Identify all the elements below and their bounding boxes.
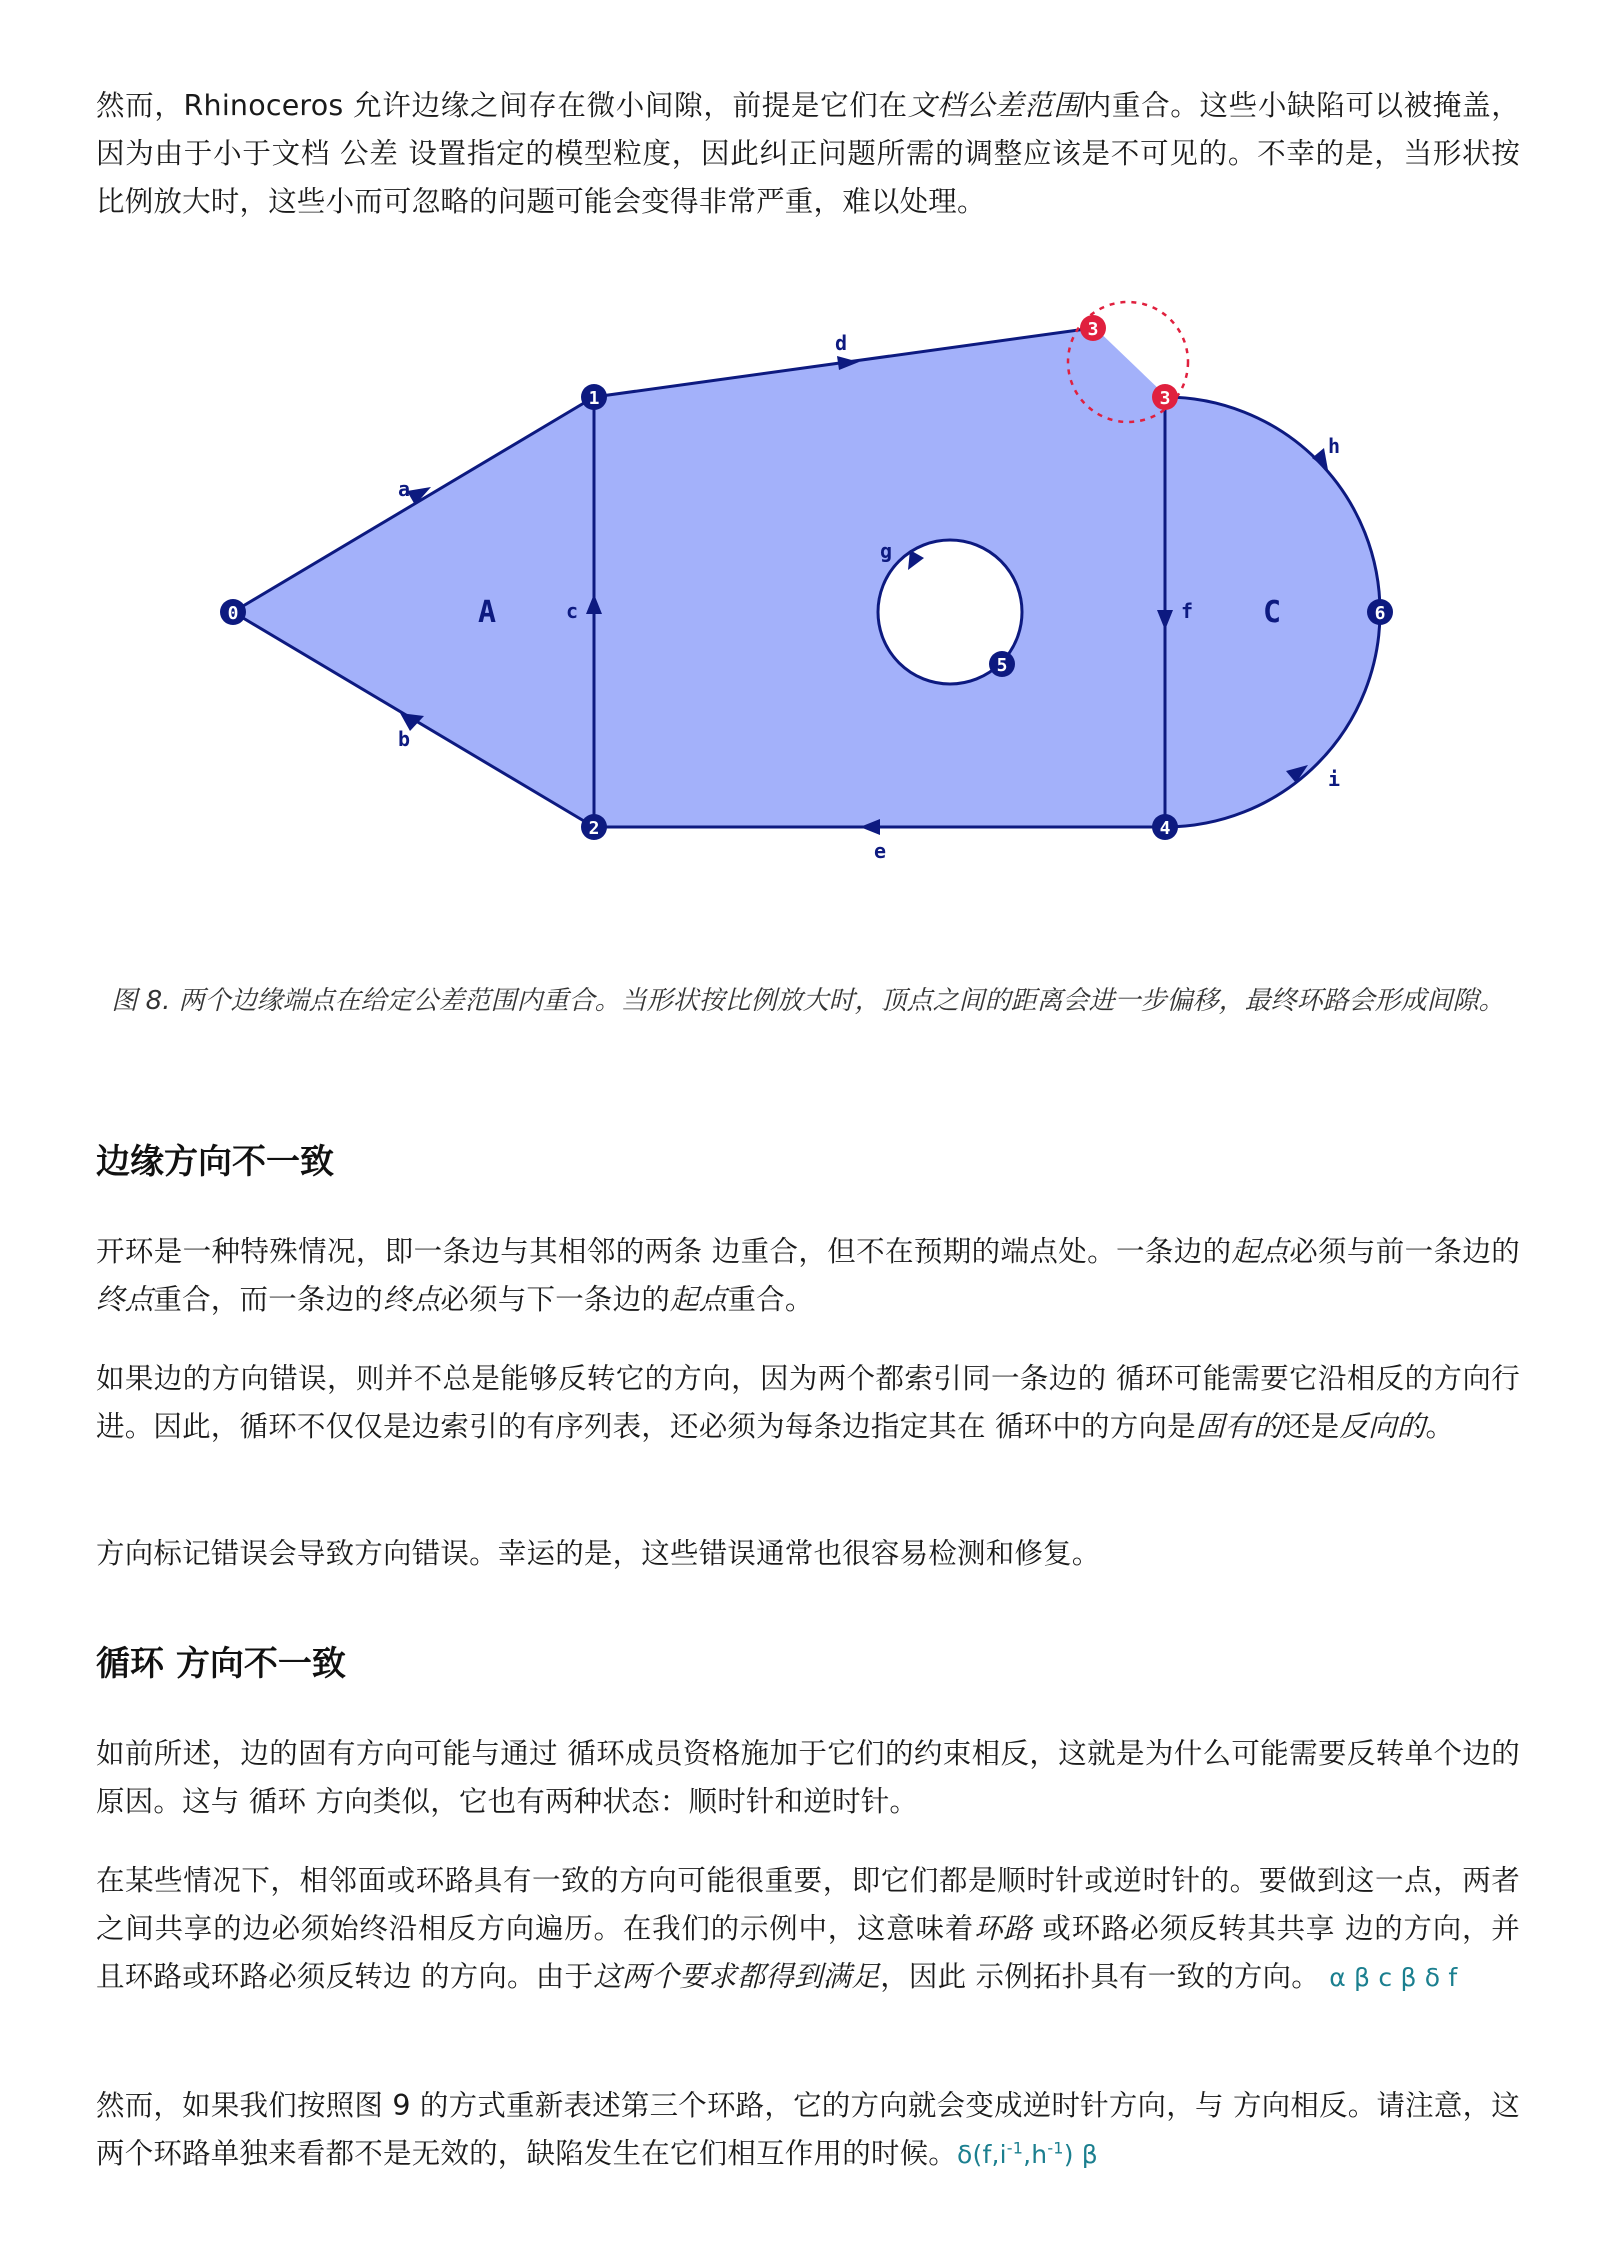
vertex-3-a [1080, 315, 1106, 341]
svg-text:5: 5 [996, 655, 1008, 676]
text: 或环路必须反转其共享 边的方向，并且环路或环路必须反转边 的方向。由于 [96, 1912, 1520, 1993]
svg-text:1: 1 [588, 388, 600, 409]
emphasis: 终点 [383, 1283, 441, 1316]
text: 必须与下一条边的 [440, 1283, 671, 1316]
edge-label-h: h [1327, 434, 1341, 458]
emphasis: 反向的 [1339, 1410, 1426, 1443]
text: ，因此 示例拓扑具有一致的方向。 [880, 1960, 1320, 1993]
vertex-5 [989, 651, 1015, 677]
emphasis: 环路 [974, 1912, 1033, 1945]
paragraph-consistent [96, 1857, 1520, 2002]
face-region [233, 328, 1380, 827]
emphasis: 文档公差范围 [907, 89, 1083, 122]
edge-label-i: i [1327, 767, 1341, 791]
edge-label-f: f [1180, 599, 1194, 623]
math-inline: α β c β δ f [1329, 1963, 1458, 1992]
svg-text:6: 6 [1374, 603, 1386, 624]
text: 然而，如果我们按照图 9 的方式重新表述第三个环路，它的方向就会变成逆时针方向，与 方向相反。请注意，这两个环路单独来看都不是无效的，缺陷发生在它们相互作用的时候。 [96, 2089, 1520, 2170]
edge-label-c: c [565, 599, 579, 623]
paragraph-tolerance [96, 82, 1520, 226]
paragraph-loop-direction: 如前所述，边的固有方向可能与通过 循环成员资格施加于它们的约束相反，这就是为什么可能需要反转单个边的原因。这与 循环 方向类似，它也有两种状态：顺时针和逆时针。 [96, 1737, 1520, 1818]
svg-text:2: 2 [588, 818, 600, 839]
edge-label-b: b [397, 727, 411, 751]
edge-label-a: a [397, 477, 411, 501]
svg-text:3: 3 [1087, 319, 1099, 340]
paragraph-reformulate [96, 2082, 1520, 2179]
text: 。 [1425, 1410, 1455, 1443]
vertex-3-b [1152, 384, 1178, 410]
vertex-1 [581, 384, 607, 410]
topology-diagram [0, 270, 1600, 910]
paragraph-open-loop [96, 1228, 1520, 1324]
text: 开环是一种特殊情况，即一条边与其相邻的两条 边重合，但不在预期的端点处。一条边的 [96, 1235, 1232, 1268]
edge-label-d: d [834, 331, 848, 355]
emphasis: 这两个要求都得到满足 [593, 1960, 881, 1993]
paragraph-direction-errors: 方向标记错误会导致方向错误。幸运的是，这些错误通常也很容易检测和修复。 [96, 1537, 1101, 1570]
text: 重合。 [727, 1283, 814, 1316]
vertex-4 [1152, 814, 1178, 840]
svg-text:4: 4 [1159, 818, 1171, 839]
svg-text:3: 3 [1159, 388, 1171, 409]
vertex-6 [1367, 599, 1393, 625]
emphasis: 起点 [670, 1283, 728, 1316]
emphasis: 终点 [96, 1283, 154, 1316]
section-heading-edges: 边缘方向不一致 [96, 1142, 334, 1182]
region-label-a: A [477, 595, 497, 630]
emphasis: 固有的 [1195, 1410, 1282, 1443]
vertex-0 [220, 599, 246, 625]
text: 在某些情况下，相邻面或环路具有一致的方向可能很重要，即它们都是顺时针或逆时针的。要做到这一点，两者之间共享的边必须始终沿相反方向遍历。在我们的示例中，这意味着 [96, 1864, 1520, 1945]
section-heading-loops: 循环 方向不一致 [96, 1644, 346, 1684]
figure-8 [0, 270, 1600, 910]
figure-caption: 图 8. 两个边缘端点在给定公差范围内重合。当形状按比例放大时，顶点之间的距离会进一步偏移，最终环路会形成间隙。 [111, 986, 1505, 1016]
text: 内重合。这些小缺陷可以被掩盖，因为由于小于文档 公差 设置指定的模型粒度，因此纠正问题所需的调整应该是不可见的。不幸的是，当形状按比例放大时，这些小而可忽略的问题可能会变得非常严重，难以处理。 [96, 89, 1520, 218]
region-label-c: C [1262, 595, 1282, 630]
svg-text:0: 0 [227, 603, 239, 624]
text: 必须与前一条边的 [1289, 1235, 1520, 1268]
math-inline: $\delta(f,i^{-1},h^{-1})$ β [957, 2138, 1098, 2169]
emphasis: 起点 [1231, 1235, 1290, 1268]
paragraph-reverse [96, 1355, 1520, 1451]
edge-label-g: g [879, 539, 893, 563]
text: 然而，Rhinoceros 允许边缘之间存在微小间隙，前提是它们在 [96, 89, 908, 122]
edge-label-e: e [873, 839, 887, 863]
text: 重合，而一条边的 [153, 1283, 384, 1316]
vertex-2 [581, 814, 607, 840]
text: 如果边的方向错误，则并不总是能够反转它的方向，因为两个都索引同一条边的 循环可能需要它沿相反的方向行进。因此，循环不仅仅是边索引的有序列表，还必须为每条边指定其在 循环中的方向是 [96, 1362, 1520, 1443]
text: 还是 [1281, 1410, 1340, 1443]
